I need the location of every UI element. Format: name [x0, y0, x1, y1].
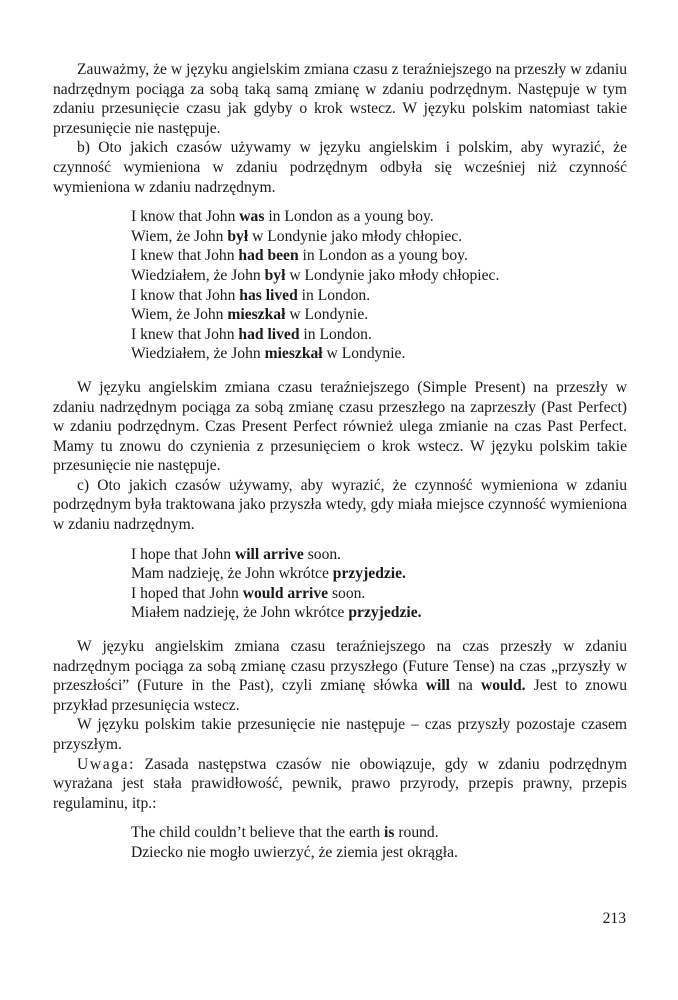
paragraph-future-in-past: W języku angielskim zmiana czasu teraźniejszego na czas przeszły w zdaniu nadrzędnym pociąga za sobą zmianę czasu przyszłego (Future Tense) na czas „przyszły w przeszłości” (Future in the Past), czyli zmianę słówka will na would. Jest to znowu przykład przesunięcia wstecz.: [53, 638, 627, 714]
example-line: The child couldn’t believe that the earth is round.: [131, 824, 439, 842]
paragraph-note: Uwaga: Zasada następstwa czasów nie obowiązuje, gdy w zdaniu podrzędnym wyrażana jest stała prawidłowość, pewnik, prawo przyrody, przepis prawny, przepis regulaminu, itp.:: [53, 755, 627, 812]
example-pair: [131, 246, 627, 285]
example-pair: [131, 325, 627, 364]
paragraph-intro: Zauważmy, że w języku angielskim zmiana czasu z teraźniejszego na przeszły w zdaniu nadrzędnym pociąga za sobą taką samą zmianę w zdaniu podrzędnym. Następuje w tym zdaniu przesunięcie czasu jak gdyby o krok wstecz. W języku polskim natomiast takie przesunięcie nie następuje.: [53, 61, 627, 137]
example-line: I hope that John will arrive soon.: [131, 545, 342, 563]
example-block-note: [53, 823, 627, 862]
paragraph-b: b) Oto jakich czasów używamy w języku angielskim i polskim, aby wyrazić, że czynność wymieniona w zdaniu podrzędnym odbyła się wcześniej niż czynność wymieniona w zdaniu nadrzędnym.: [53, 139, 627, 196]
example-block-past: [53, 207, 627, 364]
example-line: Wiem, że John był w Londynie jako młody chłopiec.: [131, 227, 463, 245]
example-line: Miałem nadzieję, że John wkrótce przyjedzie.: [131, 604, 422, 622]
example-line: Dziecko nie mogło uwierzyć, że ziemia jest okrągła.: [131, 843, 458, 861]
example-pair: [131, 545, 627, 584]
paragraph-polish-future: W języku polskim takie przesunięcie nie następuje – czas przyszły pozostaje czasem przyszłym.: [53, 716, 627, 753]
page-number: 213: [602, 910, 626, 927]
example-pair: [131, 207, 627, 246]
example-line: I knew that John had been in London as a young boy.: [131, 247, 468, 265]
example-line: I know that John was in London as a young boy.: [131, 208, 434, 226]
example-line: Wiem, że John mieszkał w Londynie.: [131, 306, 369, 324]
paragraph-present-to-past: W języku angielskim zmiana czasu teraźniejszego (Simple Present) na przeszły w zdaniu nadrzędnym pociąga za sobą zmianę czasu przeszłego na zaprzeszły (Past Perfect) w zdaniu podrzędnym. Czas Present Perfect również ulega zmianie na czas Past Perfect. Mamy tu znowu do czynienia z przesunięciem o krok wstecz. W języku polskim takie przesunięcie nie następuje.: [53, 378, 627, 475]
example-block-future: [53, 545, 627, 623]
example-pair: [131, 584, 627, 623]
example-line: I hoped that John would arrive soon.: [131, 584, 366, 602]
example-line: I knew that John had lived in London.: [131, 325, 372, 343]
paragraph-c: c) Oto jakich czasów używamy, aby wyrazić, że czynność wymieniona w zdaniu podrzędnym była traktowana jako przyszła wtedy, gdy miała miejsce czynność wymieniona w zdaniu nadrzędnym.: [53, 476, 627, 534]
example-line: Wiedziałem, że John mieszkał w Londynie.: [131, 345, 406, 363]
page-body: [53, 60, 627, 863]
example-pair: [131, 286, 627, 325]
example-line: Mam nadzieję, że John wkrótce przyjedzie.: [131, 565, 406, 583]
example-line: Wiedziałem, że John był w Londynie jako młody chłopiec.: [131, 266, 500, 284]
note-label: Uwaga:: [77, 755, 136, 773]
example-line: I know that John has lived in London.: [131, 286, 371, 304]
